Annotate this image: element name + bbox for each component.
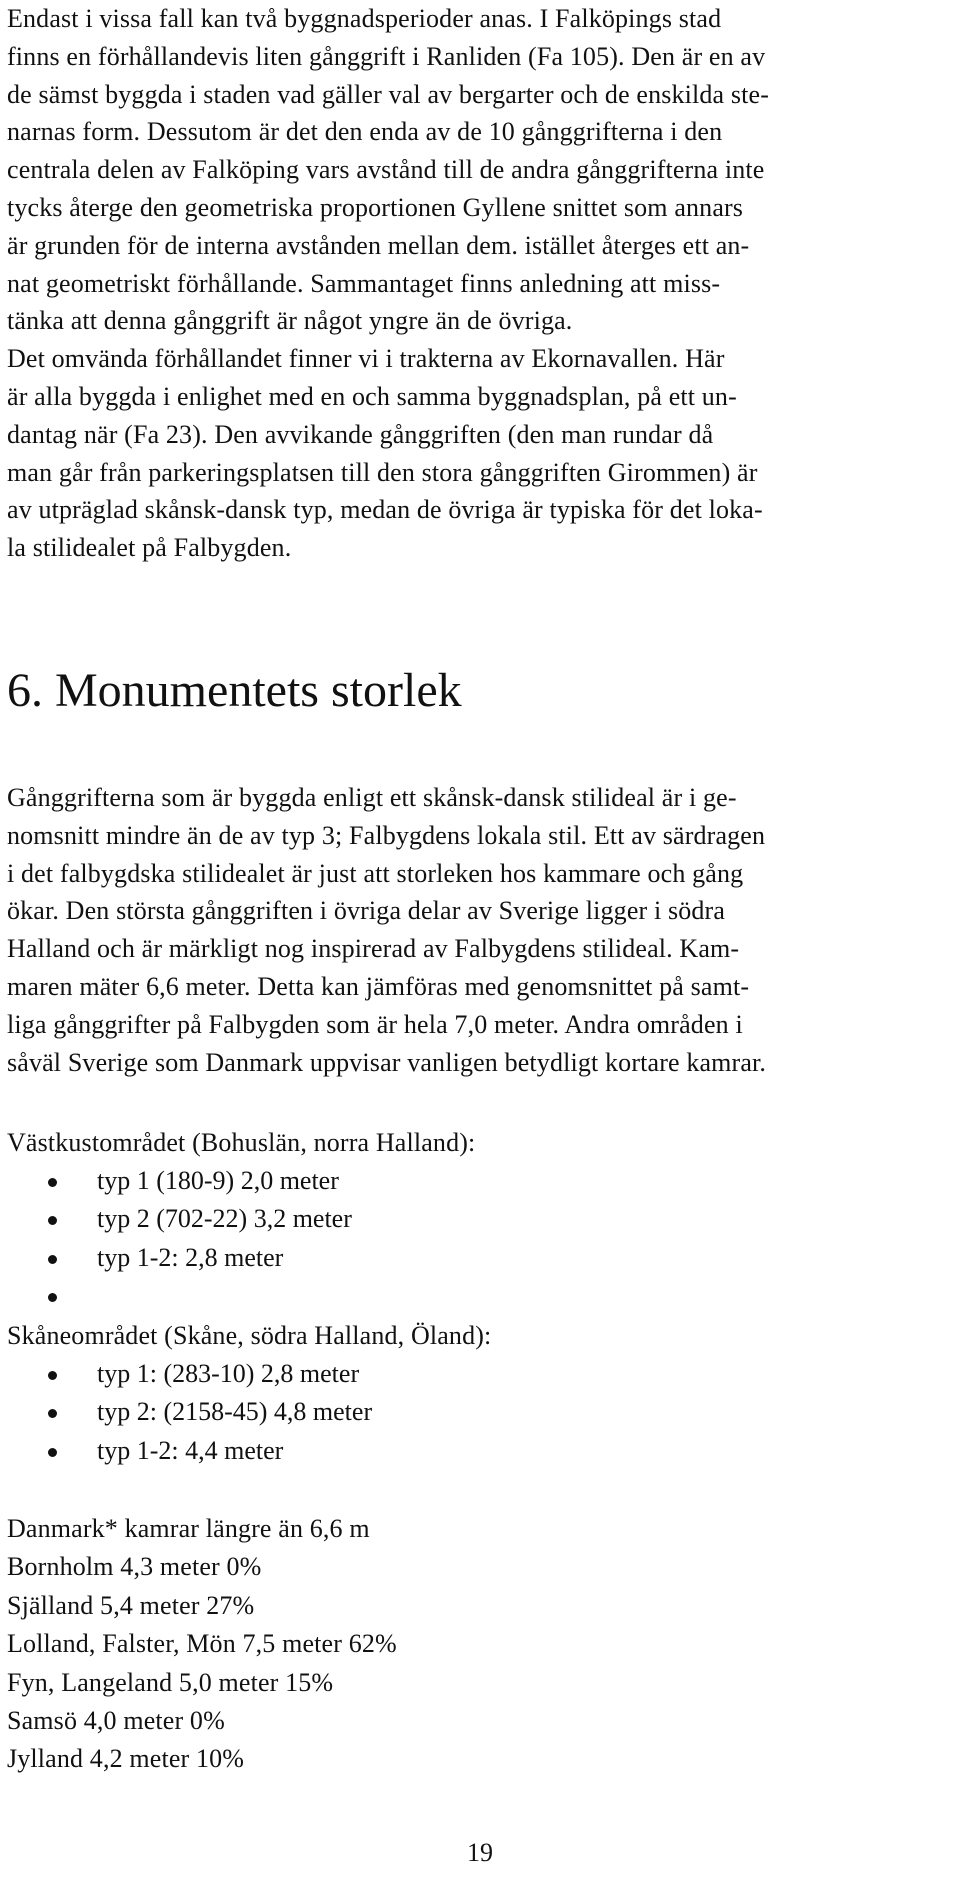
text-line: man går från parkeringsplatsen till den stora gånggriften Girommen) är xyxy=(7,457,758,487)
text-line: ökar. Den största gånggriften i övriga delar av Sverige ligger i södra xyxy=(7,896,726,926)
denmark-list xyxy=(7,1510,922,1779)
text-line: är grunden för de interna avstånden mellan dem. istället återges ett an- xyxy=(7,230,750,260)
text-line: i det falbygdska stilidealet är just att storleken hos kammare och gång xyxy=(7,858,744,888)
page-number: 19 xyxy=(467,1838,493,1867)
text-line: de sämst byggda i staden vad gäller val av bergarter och de enskilda ste- xyxy=(7,79,770,109)
list-item xyxy=(7,1277,922,1316)
text-line: nomsnitt mindre än de av typ 3; Falbygdens lokala stil. Ett av särdragen xyxy=(7,820,766,850)
text-line: maren mäter 6,6 meter. Detta kan jämföras med genomsnittet på samt- xyxy=(7,971,750,1001)
list-item-text: typ 1-2: 4,4 meter xyxy=(97,1435,284,1465)
text-line: av utpräglad skånsk-dansk typ, medan de övriga är typiska för det loka- xyxy=(7,495,763,525)
bullet-icon xyxy=(48,1448,57,1457)
text-line: Lolland, Falster, Mön 7,5 meter 62% xyxy=(7,1629,397,1659)
bullet-icon xyxy=(48,1216,57,1225)
bullet-icon xyxy=(48,1255,57,1264)
text-line: Danmark* kamrar längre än 6,6 m xyxy=(7,1514,370,1543)
text-line: Själland 5,4 meter 27% xyxy=(7,1590,255,1620)
list-item-text: typ 1: (283-10) 2,8 meter xyxy=(97,1358,360,1388)
list-item xyxy=(7,1432,922,1471)
bullet-icon xyxy=(48,1293,57,1302)
list-item-text: typ 1 (180-9) 2,0 meter xyxy=(97,1165,339,1195)
section-heading: 6. Monumentets storlek xyxy=(7,664,462,717)
section-paragraph xyxy=(7,779,922,1081)
list-item-text: typ 2 (702-22) 3,2 meter xyxy=(97,1204,352,1234)
text-line: såväl Sverige som Danmark uppvisar vanligen betydligt kortare kamrar. xyxy=(7,1047,767,1077)
bullet-icon xyxy=(48,1371,57,1380)
text-line: nat geometriskt förhållande. Sammantaget finns anledning att miss- xyxy=(7,268,721,298)
text-line: är alla byggda i enlighet med en och samma byggnadsplan, på ett un- xyxy=(7,381,737,411)
text-line: tänka att denna gånggrift är något yngre än de övriga. xyxy=(7,306,573,336)
text-line: Jylland 4,2 meter 10% xyxy=(7,1744,245,1774)
list-item xyxy=(7,1239,922,1278)
intro-paragraph xyxy=(7,0,922,567)
text-line: centrala delen av Falköping vars avstånd till de andra gånggrifterna inte xyxy=(7,155,765,185)
text-line: finns en förhållandevis liten gånggrift i Ranliden (Fa 105). Den är en av xyxy=(7,41,766,71)
text-line: Samsö 4,0 meter 0% xyxy=(7,1705,225,1735)
list-item xyxy=(7,1393,922,1432)
text-line: Bornholm 4,3 meter 0% xyxy=(7,1552,262,1582)
west-coast-list xyxy=(7,1124,922,1316)
text-line: liga gånggrifter på Falbygden som är hela 7,0 meter. Andra områden i xyxy=(7,1009,743,1039)
text-line: Det omvända förhållandet finner vi i trakterna av Ekornavallen. Här xyxy=(7,344,725,374)
text-line: Endast i vissa fall kan två byggnadsperioder anas. I Falköpings stad xyxy=(7,4,722,33)
list-item xyxy=(7,1200,922,1239)
text-line: narnas form. Dessutom är det den enda av de 10 gånggrifterna i den xyxy=(7,117,723,147)
text-line: dantag när (Fa 23). Den avvikande gånggriften (den man rundar då xyxy=(7,419,714,449)
bullet-icon xyxy=(48,1409,57,1418)
list-item xyxy=(7,1355,922,1394)
bullet-icon xyxy=(48,1178,57,1187)
text-line: la stilidealet på Falbygden. xyxy=(7,533,292,563)
text-line: Halland och är märkligt nog inspirerad av Falbygdens stilideal. Kam- xyxy=(7,934,740,964)
text-line: Gånggrifterna som är byggda enligt ett skånsk-dansk stilideal är i ge- xyxy=(7,783,737,812)
skane-list xyxy=(7,1317,922,1470)
text-line: Fyn, Langeland 5,0 meter 15% xyxy=(7,1667,334,1697)
list-title: Västkustområdet (Bohuslän, norra Halland): xyxy=(7,1128,476,1157)
list-title: Skåneområdet (Skåne, södra Halland, Öland): xyxy=(7,1321,492,1350)
list-item-text: typ 1-2: 2,8 meter xyxy=(97,1242,284,1272)
text-line: tycks återge den geometriska proportionen Gyllene snittet som annars xyxy=(7,192,744,222)
list-item xyxy=(7,1162,922,1201)
list-item-text: typ 2: (2158-45) 4,8 meter xyxy=(97,1397,373,1427)
